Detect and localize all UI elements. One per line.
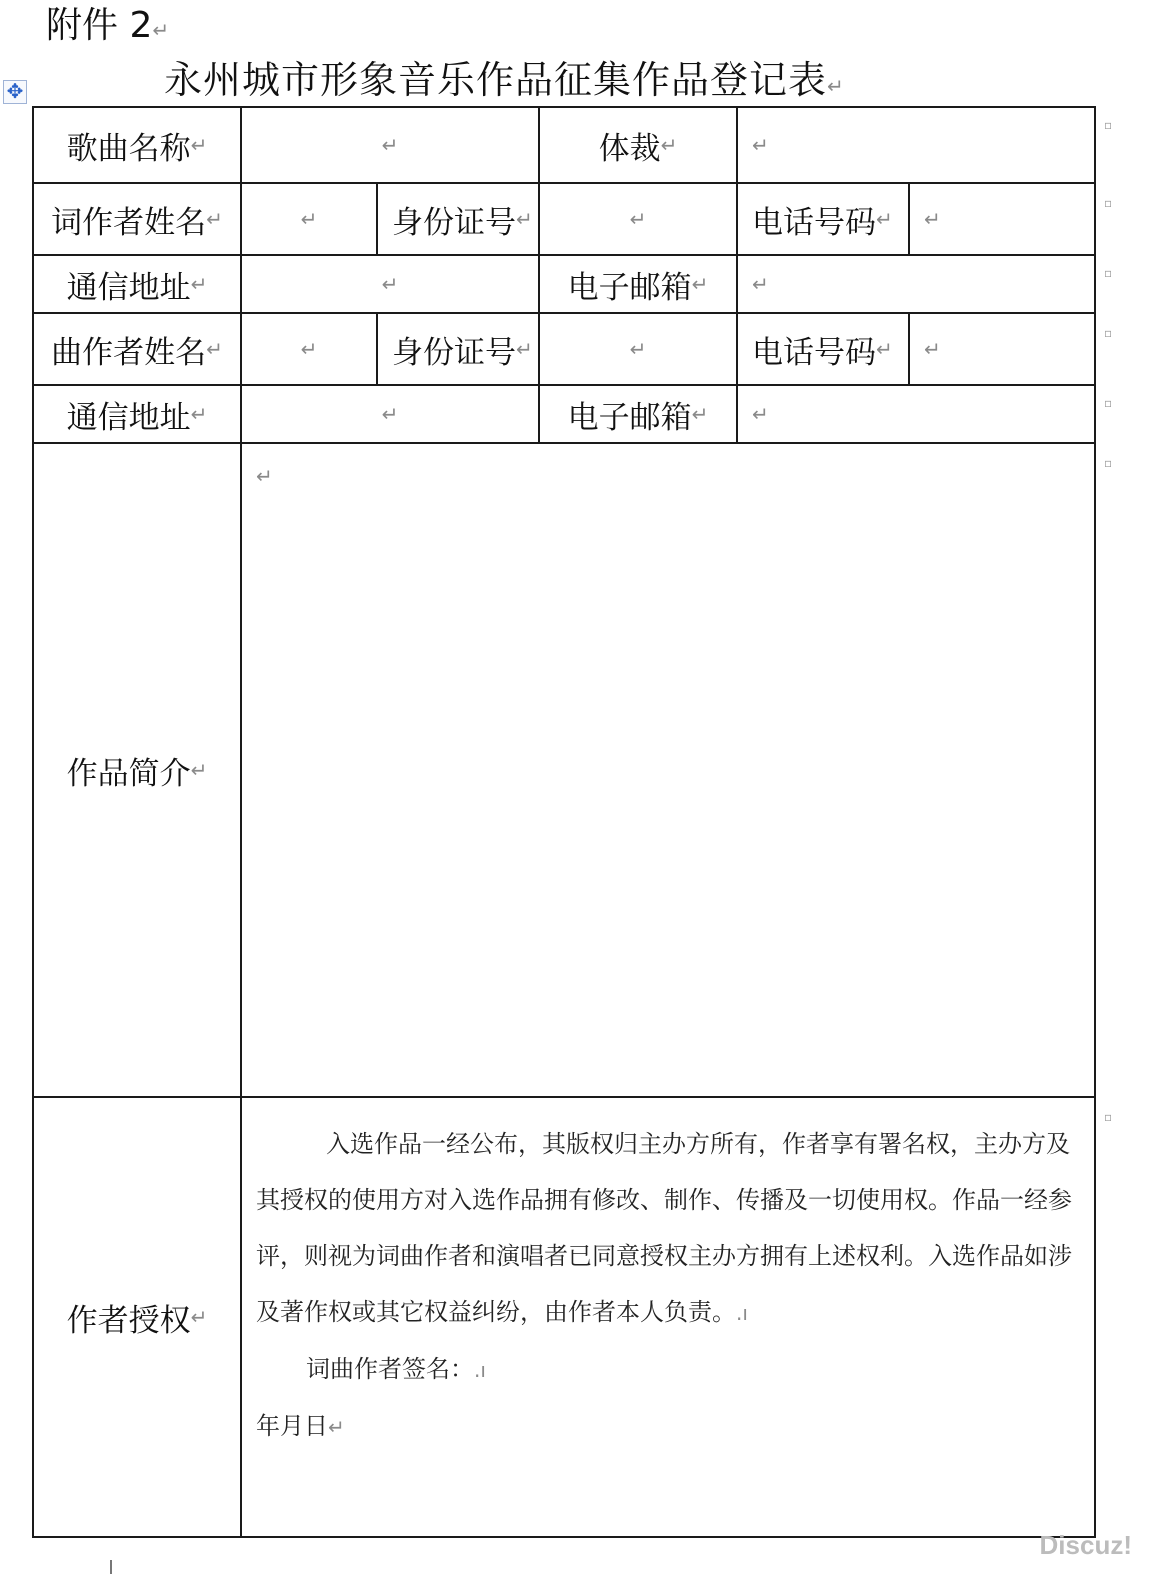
paragraph-mark: ↵: [381, 272, 399, 296]
row-end-mark: ▫: [1104, 326, 1113, 340]
composer-address-label: 通信地址 ↵: [66, 399, 208, 436]
composer-email-field[interactable]: [738, 386, 1094, 442]
paragraph-mark: ↵: [190, 133, 208, 157]
lyricist-name-label: 词作者姓名 ↵: [51, 204, 223, 241]
paragraph-mark: ↵: [190, 402, 208, 426]
paragraph-mark: ↵: [752, 133, 769, 157]
paragraph-mark: ↵: [752, 272, 769, 296]
row-end-mark: ▫: [1104, 196, 1113, 210]
watermark: Discuz!: [1039, 1530, 1132, 1560]
paragraph-mark: ↵: [691, 402, 709, 426]
paragraph-mark: ↵: [206, 207, 223, 231]
attachment-number: [46, 4, 169, 52]
paragraph-mark: ↵: [190, 758, 208, 782]
paragraph-mark: ↵: [691, 272, 709, 296]
lyricist-address-field[interactable]: [242, 256, 538, 312]
composer-phone-label: 电话号码 ↵: [752, 334, 893, 371]
paragraph-mark: ↵: [152, 18, 170, 42]
paragraph-mark: ↵: [300, 337, 318, 361]
row-end-mark: ▫: [1104, 118, 1113, 132]
paragraph-mark: ↵: [256, 464, 273, 488]
paragraph-mark: ↵: [328, 1415, 345, 1439]
paragraph-mark: ↵: [876, 337, 893, 361]
genre-field[interactable]: [738, 108, 1094, 182]
paragraph-mark: ↵: [629, 337, 647, 361]
lyricist-phone-label: 电话号码 ↵: [752, 204, 893, 241]
row-end-mark: ▫: [1104, 1110, 1113, 1124]
row-end-mark: ▫: [1104, 266, 1113, 280]
lyricist-phone-field[interactable]: [910, 184, 1094, 254]
table-border: [1094, 106, 1096, 1538]
composer-id-field[interactable]: [540, 314, 736, 384]
paragraph-mark: ↵: [660, 133, 678, 157]
genre-label: 体裁 ↵: [598, 130, 678, 167]
form-title: [164, 56, 845, 110]
composer-id-label: 身份证号 ↵: [392, 334, 533, 371]
paragraph-mark: ↵: [300, 207, 318, 231]
composer-email-label: 电子邮箱 ↵: [567, 399, 709, 436]
paragraph-mark: ↵: [876, 207, 893, 231]
paragraph-mark: ↵: [827, 74, 845, 98]
song-name-field[interactable]: [242, 108, 538, 182]
composer-address-field[interactable]: [242, 386, 538, 442]
paragraph-mark: ↵: [381, 133, 399, 157]
paragraph-mark: ↵: [752, 402, 769, 426]
paragraph-mark: ↵: [190, 1305, 208, 1329]
paragraph-mark: ↵: [924, 207, 941, 231]
form-title-text: 永州城市形象音乐作品征集作品登记表: [164, 58, 828, 102]
row-end-mark: ▫: [1104, 396, 1113, 410]
lyricist-email-field[interactable]: [738, 256, 1094, 312]
paragraph-mark: ↵: [381, 402, 399, 426]
text-boundary-mark: [110, 1560, 112, 1574]
paragraph-mark: ↵: [190, 272, 208, 296]
paragraph-mark: ↵: [516, 207, 533, 231]
lyricist-id-label: 身份证号 ↵: [392, 204, 533, 241]
signature-line: 词曲作者签名：.ı: [306, 1355, 486, 1383]
row-end-mark: ▫: [1104, 456, 1113, 470]
lyricist-id-field[interactable]: [540, 184, 736, 254]
table-border: [32, 1536, 1096, 1538]
composer-phone-field[interactable]: [910, 314, 1094, 384]
paragraph-mark: ↵: [206, 337, 223, 361]
intro-value: [256, 464, 273, 488]
composer-name-field[interactable]: [242, 314, 376, 384]
paragraph-mark: ↵: [516, 337, 533, 361]
paragraph-mark: ↵: [629, 207, 647, 231]
song-name-label: 歌曲名称 ↵: [66, 130, 208, 167]
composer-name-label: 曲作者姓名 ↵: [51, 334, 223, 371]
table-move-handle-icon[interactable]: ✥: [3, 80, 27, 104]
authorization-label: 作者授权 ↵: [66, 1302, 208, 1339]
authorization-text-block: [256, 1116, 1076, 1455]
intro-label: 作品简介 ↵: [66, 755, 208, 792]
lyricist-name-field[interactable]: [242, 184, 376, 254]
attachment-text: 附件 2: [46, 5, 153, 46]
authorization-paragraph: 入选作品一经公布，其版权归主办方所有，作者享有署名权，主办方及其授权的使用方对入选作品拥有修改、制作、传播及一切使用权。作品一经参评，则视为词曲作者和演唱者已同意授权主办方拥有上述权利。入选作品如涉及著作权或其它权益纠纷，由作者本人负责。.ı: [256, 1130, 1072, 1326]
lyricist-address-label: 通信地址 ↵: [66, 269, 208, 306]
date-line: 年月日↵: [256, 1412, 345, 1440]
lyricist-email-label: 电子邮箱 ↵: [567, 269, 709, 306]
intro-field[interactable]: [242, 444, 1094, 1096]
paragraph-mark: ↵: [924, 337, 941, 361]
